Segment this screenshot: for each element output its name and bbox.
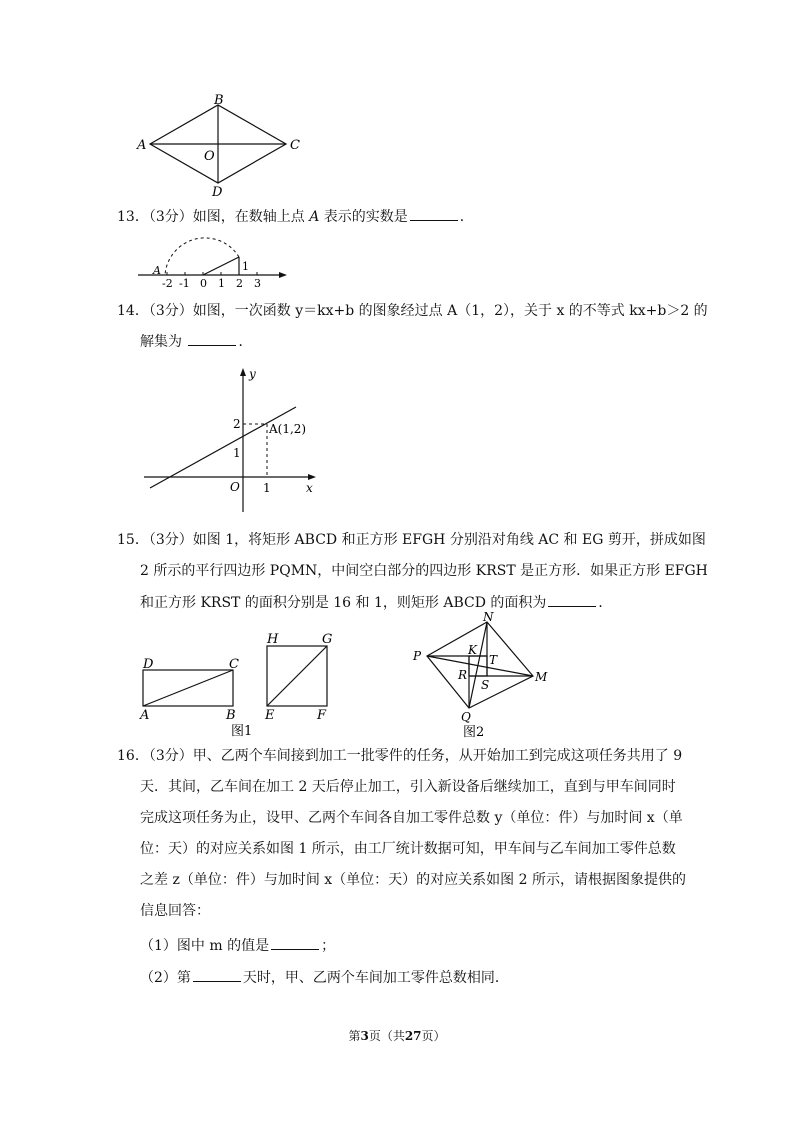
x-axis-arrow (308, 474, 316, 480)
label-m: M (535, 670, 548, 684)
label-c: C (229, 657, 239, 672)
question-14 (117, 301, 708, 321)
q14-answer-blank[interactable] (188, 331, 236, 346)
footer-text: 页（共 (368, 1029, 405, 1043)
label-n: N (483, 612, 494, 624)
q15-figure-1 (135, 628, 350, 740)
label-p: P (413, 649, 422, 663)
tick-label: 3 (254, 277, 261, 290)
q16-line5: 之差 z（单位：件）与加时间 x（单位：天）的对应关系如图 2 所示，请根据图象提供的 (140, 872, 686, 888)
q13-text-post: 表示的实数是 (323, 209, 408, 225)
q14-number: 14． (117, 303, 149, 319)
diagonal-pm (427, 656, 533, 676)
tick-label: 1 (218, 277, 225, 290)
function-line (150, 407, 296, 488)
q16-number: 16． (117, 748, 149, 764)
parallelogram-pqmn (427, 622, 533, 708)
label-f: F (317, 708, 327, 723)
label-a: A (140, 708, 150, 723)
label-e: E (265, 708, 275, 723)
figure-2-caption: 图2 (463, 725, 485, 740)
q15-line1: 如图 1，将矩形 ABCD 和正方形 EFGH 分别沿对角线 AC 和 EG 剪开，拼成如图 (192, 532, 706, 548)
q16-line4: 位：天）的对应关系如图 1 所示，由工厂统计数据可知，甲车间与乙车间加工零件总数 (140, 841, 676, 857)
diagonal-eg (267, 646, 327, 706)
tick-label: -1 (179, 277, 190, 290)
x-tick-1: 1 (263, 481, 271, 495)
q15-figure-2 (405, 612, 555, 740)
page-footer (0, 1027, 794, 1044)
tick-label: -2 (162, 277, 173, 290)
rhombus-figure (135, 92, 305, 200)
label-b: B (226, 708, 236, 723)
q15-line2: 2 所示的平行四边形 PQMN，中间空白部分的四边形 KRST 是正方形．如果正方形 EFGH (140, 563, 708, 579)
q15-number: 15． (117, 532, 149, 548)
label-d: D (143, 657, 154, 672)
q13-end: ． (459, 209, 474, 225)
q16-line3: 完成这项任务为止，设甲、乙两个车间各自加工零件总数 y（单位：件）与加时间 x（单 (140, 810, 683, 826)
q14-text: 解集为 (140, 334, 182, 350)
tick-label: 2 (236, 277, 243, 290)
x-axis-label: x (306, 481, 313, 495)
figure-1-caption: 图1 (231, 724, 253, 739)
q16-sub1-end: ； (321, 938, 336, 954)
q16-sub2 (140, 967, 509, 988)
q15-end: ． (598, 595, 613, 611)
label-c: C (290, 138, 300, 153)
point-a-label: A(1,2) (269, 422, 307, 436)
q16-sub1 (140, 935, 335, 956)
total-pages: 27 (404, 1029, 422, 1043)
q13-number: 13． (117, 209, 149, 225)
label-g: G (322, 632, 333, 647)
label-o: O (204, 149, 215, 164)
q15-score: （3分） (148, 532, 193, 548)
number-line-figure (135, 232, 290, 290)
label-r: R (458, 668, 468, 682)
q14-line2 (140, 331, 252, 352)
q16-sub2-text-post: 天时，甲、乙两个车间加工零件总数相同． (242, 970, 509, 986)
q16-sub1-answer-blank[interactable] (271, 935, 319, 950)
q14-end: ． (238, 334, 253, 350)
q16-line2: 天．其间，乙车间在加工 2 天后停止加工，引入新设备后继续加工，直到与甲车间同时 (140, 779, 676, 795)
label-b: B (214, 93, 224, 108)
footer-text: 页） (421, 1029, 446, 1043)
q15-text: 和正方形 KRST 的面积分别是 16 和 1，则矩形 ABCD 的面积为 (140, 595, 547, 611)
question-16 (117, 746, 682, 766)
label-q: Q (461, 710, 471, 724)
diagonal-ac (143, 670, 233, 706)
q16-score: （3分） (148, 748, 193, 764)
q14-line1: 如图，一次函数 y＝kx+b 的图象经过点 A（1，2），关于 x 的不等式 kx+b＞2 的 (192, 303, 708, 319)
label-d: D (212, 185, 223, 200)
page-number: 3 (360, 1029, 369, 1043)
dashed-arc (165, 238, 239, 275)
q16-line6: 信息回答： (140, 903, 210, 919)
label-s: S (481, 678, 490, 692)
label-t: T (489, 653, 498, 667)
height-label: 1 (242, 260, 249, 273)
q15-answer-blank[interactable] (548, 592, 596, 607)
linear-function-graph (140, 364, 320, 514)
question-13 (117, 206, 474, 227)
q14-score: （3分） (148, 303, 193, 319)
q13-answer-blank[interactable] (410, 206, 458, 221)
q13-point: A (309, 209, 320, 225)
q16-line1: 甲、乙两个车间接到加工一批零件的任务，从开始加工到完成这项任务共用了 9 (192, 748, 683, 764)
label-a: A (153, 264, 161, 277)
footer-text: 第 (348, 1029, 361, 1043)
y-tick-1: 1 (233, 446, 241, 460)
q16-sub1-text: （1）图中 m 的值是 (140, 938, 270, 954)
label-h: H (267, 632, 279, 647)
y-axis-arrow (240, 368, 246, 376)
tick-label: 0 (200, 277, 207, 290)
y-axis-label: y (249, 367, 256, 381)
q16-sub2-text: （2）第 (140, 970, 191, 986)
label-a: A (137, 138, 147, 153)
q13-score: （3分） (148, 209, 193, 225)
q13-text: 如图，在数轴上点 (192, 209, 305, 225)
number-line-arrow (279, 272, 287, 278)
q15-line3 (140, 592, 612, 613)
q16-sub2-answer-blank[interactable] (193, 967, 241, 982)
question-15 (117, 530, 706, 550)
y-tick-2: 2 (233, 417, 241, 431)
label-k: K (468, 643, 477, 657)
origin-label: O (230, 480, 240, 494)
